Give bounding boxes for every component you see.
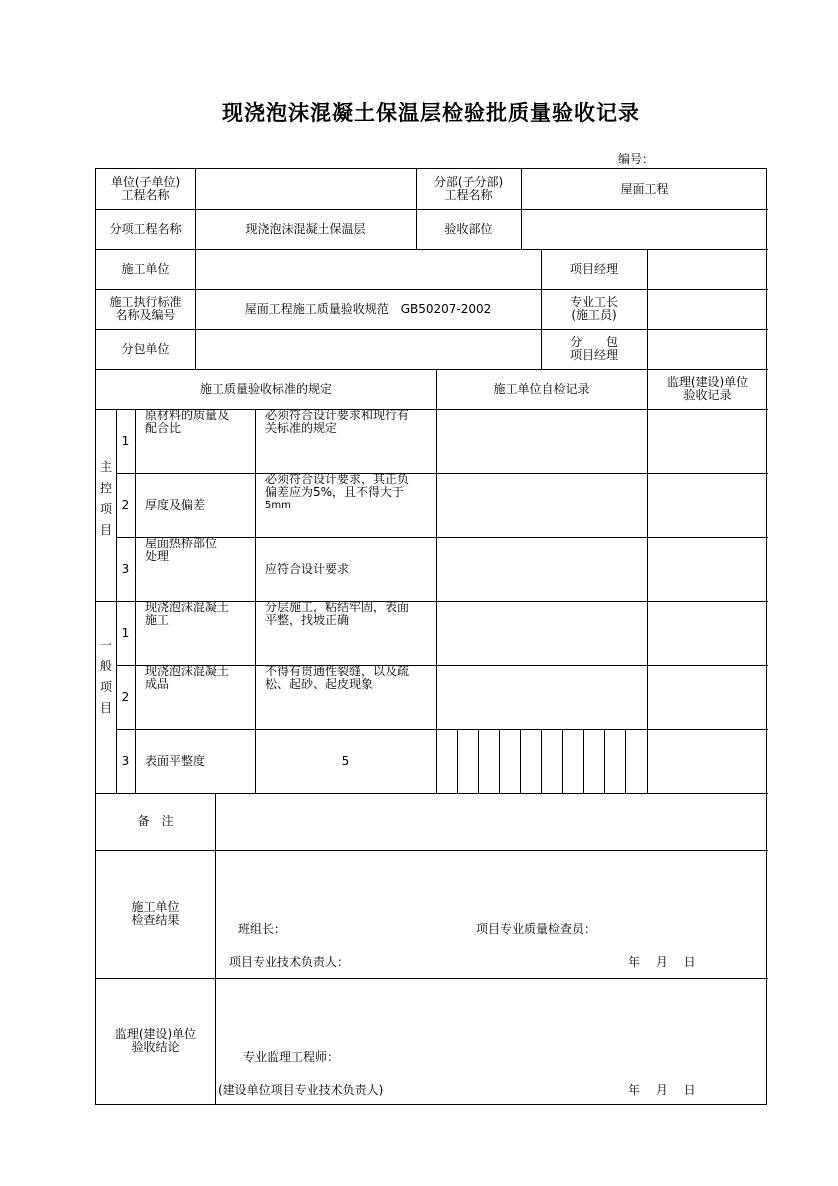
item-number: 3 bbox=[121, 561, 130, 576]
item-requirement: 分层施工，粘结牢固，表面 平整，找坡正确 bbox=[265, 600, 410, 627]
item-requirement: 必须符合设计要求和现行有 关标准的规定 bbox=[265, 408, 410, 435]
supervision-date: 年 月 日 bbox=[628, 1082, 696, 1097]
item-name: 现浇泡沫混凝土 施工 bbox=[145, 600, 230, 627]
grid-line bbox=[96, 329, 768, 330]
owner-tech-lead-signature: (建设单位项目专业技术负责人) bbox=[218, 1082, 384, 1097]
remarks-label: 备 注 bbox=[137, 814, 174, 828]
item-name: 厚度及偏差 bbox=[145, 497, 206, 512]
grid-line bbox=[583, 729, 584, 793]
grid-line bbox=[457, 729, 458, 793]
grid-line bbox=[562, 729, 563, 793]
project-manager-label: 项目经理 bbox=[569, 261, 618, 276]
self-check-column-header: 施工单位自检记录 bbox=[493, 381, 590, 396]
item-requirement: 必须符合设计要求，其正负 偏差应为5%，且不得大于 5mm bbox=[265, 472, 410, 511]
grid-line bbox=[647, 249, 648, 369]
grid-line bbox=[499, 729, 500, 793]
item-number: 2 bbox=[121, 689, 130, 704]
supervision-column-header: 监理(建设)单位 验收记录 bbox=[666, 375, 749, 402]
grid-line bbox=[215, 793, 216, 1105]
item-number: 1 bbox=[121, 433, 130, 448]
item-requirement: 不得有贯通性裂缝，以及疏 松、起砂、起皮现象 bbox=[265, 664, 410, 691]
team-leader-signature: 班组长： bbox=[238, 921, 287, 936]
item-requirement: 应符合设计要求 bbox=[265, 561, 350, 576]
main-control-label: 主 控 项 目 bbox=[99, 460, 112, 537]
general-items-label: 一 般 项 目 bbox=[99, 638, 112, 715]
item-name: 屋面热桥部位 处理 bbox=[145, 536, 218, 563]
item-number: 3 bbox=[121, 753, 130, 768]
item-number: 2 bbox=[121, 497, 130, 512]
contractor-check-label: 施工单位 检查结果 bbox=[131, 900, 180, 927]
grid-line bbox=[96, 249, 768, 250]
supervision-engineer-signature: 专业监理工程师： bbox=[243, 1049, 340, 1064]
sub-project-manager-label: 分 包 项目经理 bbox=[569, 335, 618, 362]
subitem-name-value: 现浇泡沫混凝土保温层 bbox=[245, 221, 366, 236]
document-number-label: 编号： bbox=[618, 152, 655, 166]
division-name-value: 屋面工程 bbox=[620, 181, 669, 196]
grid-line bbox=[647, 369, 648, 793]
supervision-conclusion-label: 监理(建设)单位 验收结论 bbox=[114, 1027, 197, 1054]
standard-column-header: 施工质量验收标准的规定 bbox=[199, 381, 332, 396]
foreman-label: 专业工长 (施工员) bbox=[569, 295, 618, 322]
grid-line bbox=[541, 729, 542, 793]
contractor-date: 年 月 日 bbox=[628, 954, 696, 969]
subitem-name-label: 分项工程名称 bbox=[109, 221, 182, 236]
grid-line bbox=[604, 729, 605, 793]
division-name-label: 分部(子分部) 工程名称 bbox=[433, 175, 504, 202]
grid-line bbox=[436, 369, 437, 793]
item-name: 表面平整度 bbox=[145, 753, 206, 768]
page-title: 现浇泡沫混凝土保温层检验批质量验收记录 bbox=[222, 101, 640, 125]
grid-line bbox=[520, 729, 521, 793]
tolerance-value: 5 bbox=[341, 753, 350, 768]
qc-inspector-signature: 项目专业质量检查员： bbox=[476, 921, 597, 936]
standard-value: 屋面工程施工质量验收规范 GB50207-2002 bbox=[244, 301, 492, 316]
tech-lead-signature: 项目专业技术负责人： bbox=[229, 954, 350, 969]
item-number: 1 bbox=[121, 625, 130, 640]
grid-line bbox=[135, 409, 136, 793]
item-name: 原材料的质量及 配合比 bbox=[145, 408, 230, 435]
acceptance-part-label: 验收部位 bbox=[444, 221, 493, 236]
subcontractor-label: 分包单位 bbox=[121, 341, 170, 356]
grid-line bbox=[625, 729, 626, 793]
grid-line bbox=[478, 729, 479, 793]
unit-name-label: 单位(子单位) 工程名称 bbox=[110, 175, 181, 202]
inspection-record-table bbox=[95, 168, 767, 1105]
standard-label: 施工执行标准 名称及编号 bbox=[109, 295, 182, 322]
item-name: 现浇泡沫混凝土 成品 bbox=[145, 664, 230, 691]
contractor-label: 施工单位 bbox=[121, 261, 170, 276]
